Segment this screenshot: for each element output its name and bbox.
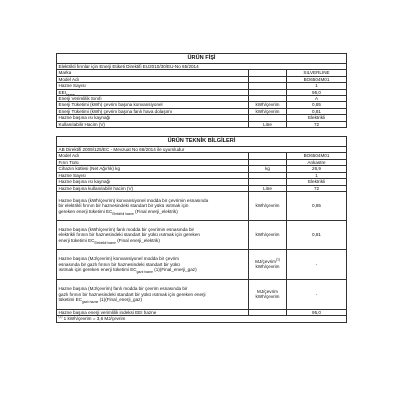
table-row xyxy=(57,191,347,220)
product-fiche-table xyxy=(56,53,347,323)
label-text: (1)(Final_enerji_gaz) xyxy=(98,297,142,303)
label-text: (Final enerji_elektrik) xyxy=(133,208,178,214)
footnote-row xyxy=(57,316,347,322)
unit-superscript: (1) xyxy=(276,257,280,262)
label-text: ısıtmak için gereken enerji tüketimi EC xyxy=(58,267,137,273)
row-value: 1 xyxy=(287,172,347,178)
label-line: Hazne başına (kWh/çevrim) fanlı modda bir çevrimin esnasında bir xyxy=(58,226,195,232)
unit-text: MJ/çevrim xyxy=(255,259,277,264)
row-unit: kg xyxy=(249,166,287,172)
row-label: Fırın Türü xyxy=(57,159,249,165)
label-subscript: Elektrikli hazne xyxy=(94,240,116,245)
row-unit: Litre xyxy=(249,185,287,191)
label-subscript: Elektrikli hazne xyxy=(112,211,134,216)
table-row xyxy=(57,220,347,249)
label-text: tüketimi EC xyxy=(58,297,82,303)
spacer-cell xyxy=(57,128,347,137)
label-line: bir elektrikli fırının bir haznesindeki standart bir yükü ısıtmak için xyxy=(58,203,189,209)
table-row xyxy=(57,279,347,309)
row-value: - xyxy=(287,279,347,309)
unit-text: kWh/çevrim xyxy=(255,264,280,270)
row-label: Hazne başına ısı kaynağı xyxy=(57,179,249,185)
unit-text: kWh/çevrim xyxy=(255,294,280,300)
row-value: 0,81 xyxy=(287,220,347,249)
label-line: elektrikli fırının bir haznesindeki standart bir yükü ısıtmak için gereken xyxy=(58,232,200,238)
footnote xyxy=(57,316,347,322)
row-value: SILVERLINE xyxy=(287,70,347,76)
label-subscript: gazlı hazne xyxy=(136,270,153,275)
label-line: Hazne başına (MJ/çevrim) konvansiyonel modda bir çevrim xyxy=(58,256,180,262)
unit-text: MJ/çevrim xyxy=(257,289,278,294)
row-label: Cihazın kütlesi (Net Ağırlık) kg xyxy=(57,166,249,172)
energy-label-regulation: Elektrikli fırınlar için Enerji Etiketi Direktifi EU2010/30/EU-No 65/2014 xyxy=(57,64,347,70)
row-value: 0,81 xyxy=(287,108,347,114)
row-unit: kWh/çevrim xyxy=(249,108,287,114)
technical-info-title: ÜRÜN TEKNİK BİLGİLERİ xyxy=(57,137,347,147)
row-value: 95,0 xyxy=(287,89,347,95)
row-value: 0,85 xyxy=(287,191,347,220)
row-unit xyxy=(249,249,287,279)
label-line xyxy=(59,238,247,243)
label-line xyxy=(58,297,247,305)
row-value: 1 xyxy=(287,83,347,89)
row-label xyxy=(57,279,249,309)
row-label: Hazne Sayısı xyxy=(57,172,249,178)
row-label: Enerji Tüketimi (kWh) çevrim başına fanlı hava dolaşımı xyxy=(57,108,249,114)
row-unit: Litre xyxy=(249,121,287,127)
row-value: BO6504M01 xyxy=(287,153,347,159)
label-text: gereken enerji tüketimi EC xyxy=(58,208,113,214)
row-value: 95,0 xyxy=(287,309,347,315)
label-line: gazlı fırının bir haznesindeki standart bir yükü ısıtmak için gereken enerji xyxy=(58,291,206,297)
row-label: Model Adı xyxy=(57,76,249,82)
row-value: 26,9 xyxy=(287,166,347,172)
row-value: 72 xyxy=(287,185,347,191)
row-value: Elektrikli xyxy=(287,179,347,185)
row-label: Marka xyxy=(57,70,249,76)
row-value: Ankastre xyxy=(287,159,347,165)
row-label xyxy=(57,220,249,249)
row-label: Enerji Verimlilik Sınıfı xyxy=(57,96,249,102)
row-label: Hazne başına enerji verimlilik indeksi EEI hazne xyxy=(57,309,249,315)
footnote-marker: (1) xyxy=(58,315,63,319)
label-text: enerji tüketimi EC xyxy=(58,237,95,243)
row-unit: kWh/çevrim xyxy=(249,220,287,249)
label-line xyxy=(58,267,247,275)
row-value: 0,85 xyxy=(287,102,347,108)
label-line xyxy=(59,209,247,214)
table-row xyxy=(57,249,347,279)
row-unit: kWh/çevrim xyxy=(249,191,287,220)
row-label: Hazne Sayısı xyxy=(57,83,249,89)
eei-subscript: hazne xyxy=(65,92,75,96)
row-label: Enerji Tüketimi (kWh) çevrim başına konvansiyonel xyxy=(57,102,249,108)
row-label: Kullanılabilir Hacim (V) xyxy=(57,121,249,127)
row-value: BO6504M01 xyxy=(287,76,347,82)
row-label: Hazne başına kullanılabilir hacim (V) xyxy=(57,185,249,191)
row-label xyxy=(57,249,249,279)
label-line: Hazne başına (MJ/çevrim) fanlı modda bir çevrim esnasında bir xyxy=(58,286,188,292)
ecodesign-regulation: AB Direktifi 2009/125/EC - Mevzuat No 66/2014 ile uyumludur xyxy=(57,147,347,153)
label-line: Hazne başına (kWh/çevrim) konvansiyonel modda bir çevrimin esnasında xyxy=(58,197,209,203)
footnote-text: 1 kWh/çevrim = 3,6 MJ/çevrim xyxy=(62,316,126,322)
row-unit xyxy=(249,279,287,309)
row-value: 72 xyxy=(287,121,347,127)
label-line: esnasında bir gazlı fırının bir haznesindeki standart bir yükü xyxy=(58,261,180,267)
row-label: Model Adı xyxy=(57,153,249,159)
row-value: Elektrikli xyxy=(287,115,347,121)
row-unit: kWh/çevrim xyxy=(249,102,287,108)
label-text: (Final enerji_elektrik) xyxy=(115,237,160,243)
table-spacer xyxy=(57,128,347,137)
row-label: Hazne başına ısı kaynağı xyxy=(57,115,249,121)
product-fiche-title: ÜRÜN FİŞİ xyxy=(57,54,347,64)
row-value: - xyxy=(287,249,347,279)
row-label xyxy=(57,191,249,220)
product-document xyxy=(56,53,346,323)
row-value: A xyxy=(287,96,347,102)
label-text: (1)(Final_enerji_gaz) xyxy=(152,267,197,273)
label-subscript: gazlı hazne xyxy=(82,300,99,305)
eei-label: EEI xyxy=(58,89,66,95)
